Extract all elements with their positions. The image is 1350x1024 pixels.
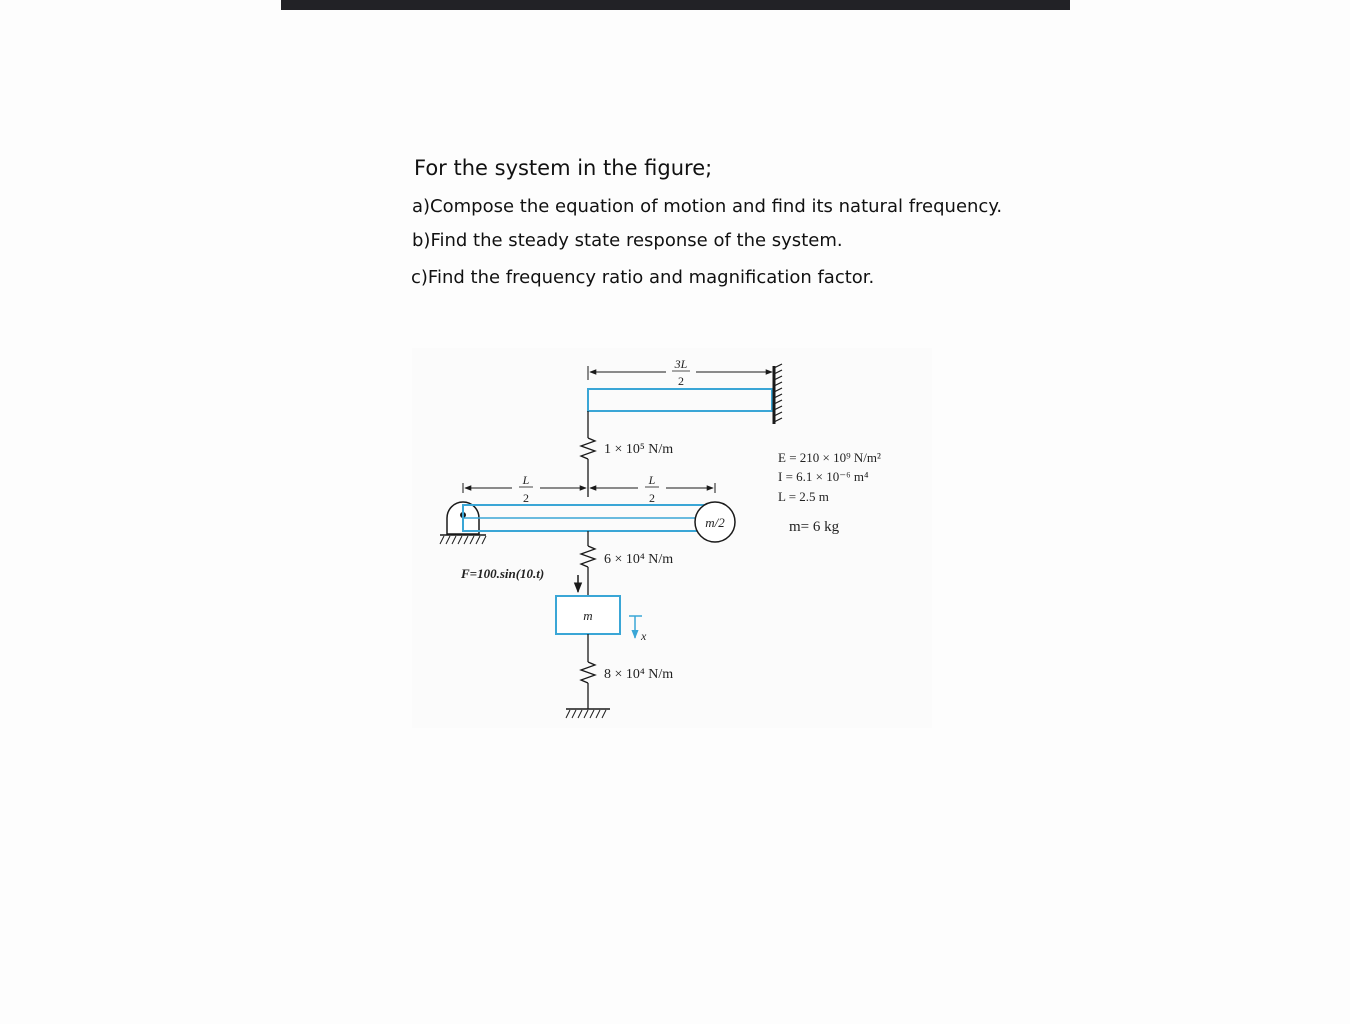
dim-left-den: 2 xyxy=(523,491,529,505)
param-E: E = 210 × 10⁹ N/m² xyxy=(778,450,881,465)
spring-k3 xyxy=(581,634,595,709)
dimension-mid-l-over-2 xyxy=(590,473,715,505)
dim-mid-den: 2 xyxy=(649,491,655,505)
question-part-c: c)Find the frequency ratio and magnification factor. xyxy=(411,267,875,288)
spring-k2 xyxy=(581,531,595,596)
dim-left-num: L xyxy=(522,473,530,487)
top-bar xyxy=(281,0,1070,10)
k2-label: 6 × 10⁴ N/m xyxy=(604,552,674,567)
question-title: For the system in the figure; xyxy=(414,156,713,180)
param-L: L = 2.5 m xyxy=(778,489,829,504)
param-m: m= 6 kg xyxy=(789,519,840,535)
disc-mass xyxy=(695,502,735,542)
wall-fixed-support xyxy=(774,364,782,424)
system-figure xyxy=(412,348,932,728)
parameter-list xyxy=(778,450,881,535)
mass-label: m xyxy=(583,608,593,623)
dim-mid-num: L xyxy=(648,473,656,487)
param-I: I = 6.1 × 10⁻⁶ m⁴ xyxy=(778,469,869,484)
disc-label: m/2 xyxy=(705,515,725,530)
top-cantilever-beam xyxy=(588,389,772,411)
dimension-3l-over-2 xyxy=(588,357,772,388)
k1-label: 1 × 10⁵ N/m xyxy=(604,442,674,457)
force-label: F=100.sin(10.t) xyxy=(461,566,545,581)
dim-top-den: 2 xyxy=(678,374,684,388)
mass-block xyxy=(556,596,620,634)
dimension-left-l-over-2 xyxy=(463,473,586,505)
k3-label: 8 × 10⁴ N/m xyxy=(604,667,674,682)
ground xyxy=(566,709,610,718)
x-label: x xyxy=(641,629,647,643)
question-part-a: a)Compose the equation of motion and find its natural frequency. xyxy=(412,196,1003,217)
lower-beam xyxy=(463,505,715,531)
spring-k1 xyxy=(581,411,595,497)
dim-top-num: 3L xyxy=(674,357,688,371)
question-part-b: b)Find the steady state response of the system. xyxy=(412,230,843,251)
displacement-arrow xyxy=(629,616,647,643)
